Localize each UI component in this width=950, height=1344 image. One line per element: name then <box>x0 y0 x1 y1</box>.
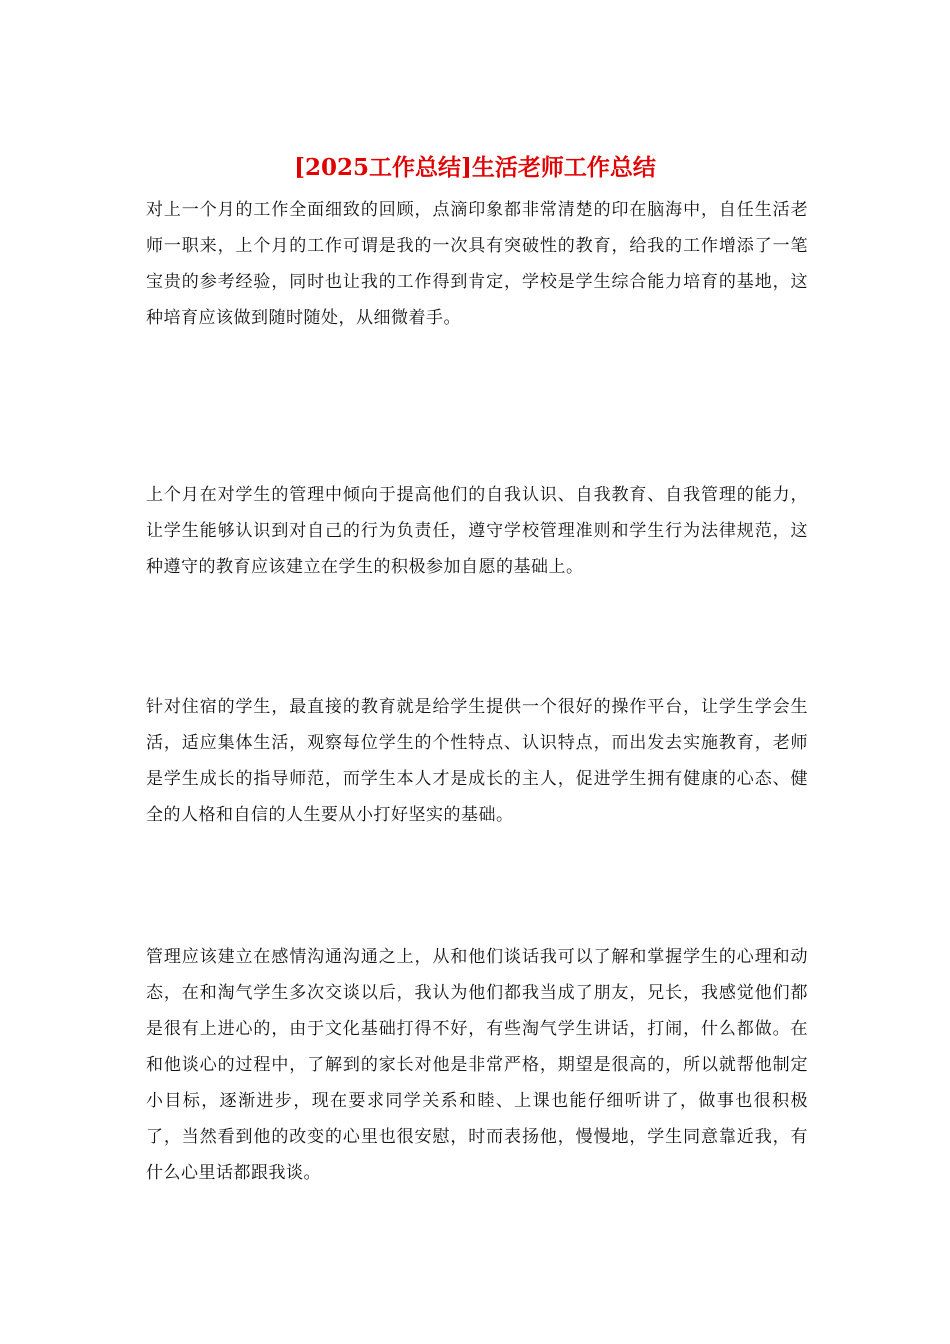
document-title: [2025工作总结]生活老师工作总结 <box>294 154 656 181</box>
paragraph-2: 上个月在对学生的管理中倾向于提高他们的自我认识、自我教育、自我管理的能力，让学生能够认识到对自己的行为负责任，遵守学校管理准则和学生行为法律规范，这种遵守的教育应该建立在学生的积极参加自愿的基础上。 <box>146 485 808 577</box>
paragraph-3: 针对住宿的学生，最直接的教育就是给学生提供一个很好的操作平台，让学生学会生活，适应集体生活，观察每位学生的个性特点、认识特点，而出发去实施教育，老师是学生成长的指导师范，而学生本人才是成长的主人，促进学生拥有健康的心态、健全的人格和自信的人生要从小打好坚实的基础。 <box>146 697 808 825</box>
paragraph-4: 管理应该建立在感情沟通沟通之上，从和他们谈话我可以了解和掌握学生的心理和动态，在和淘气学生多次交谈以后，我认为他们都我当成了朋友，兄长，我感觉他们都是很有上进心的，由于文化基础打得不好，有些淘气学生讲话，打闹，什么都做。在和他谈心的过程中，了解到的家长对他是非常严格，期望是很高的，所以就帮他制定小目标，逐渐进步，现在要求同学关系和睦、上课也能仔细听讲了，做事也很积极了，当然看到他的改变的心里也很安慰，时而表扬他，慢慢地，学生同意靠近我，有什么心里话都跟我谈。 <box>146 947 808 1183</box>
paragraph-1: 对上一个月的工作全面细致的回顾，点滴印象都非常清楚的印在脑海中，自任生活老师一职来，上个月的工作可谓是我的一次具有突破性的教育，给我的工作增添了一笔宝贵的参考经验，同时也让我的工作得到肯定，学校是学生综合能力培育的基地，这种培育应该做到随时随处，从细微着手。 <box>146 200 808 328</box>
